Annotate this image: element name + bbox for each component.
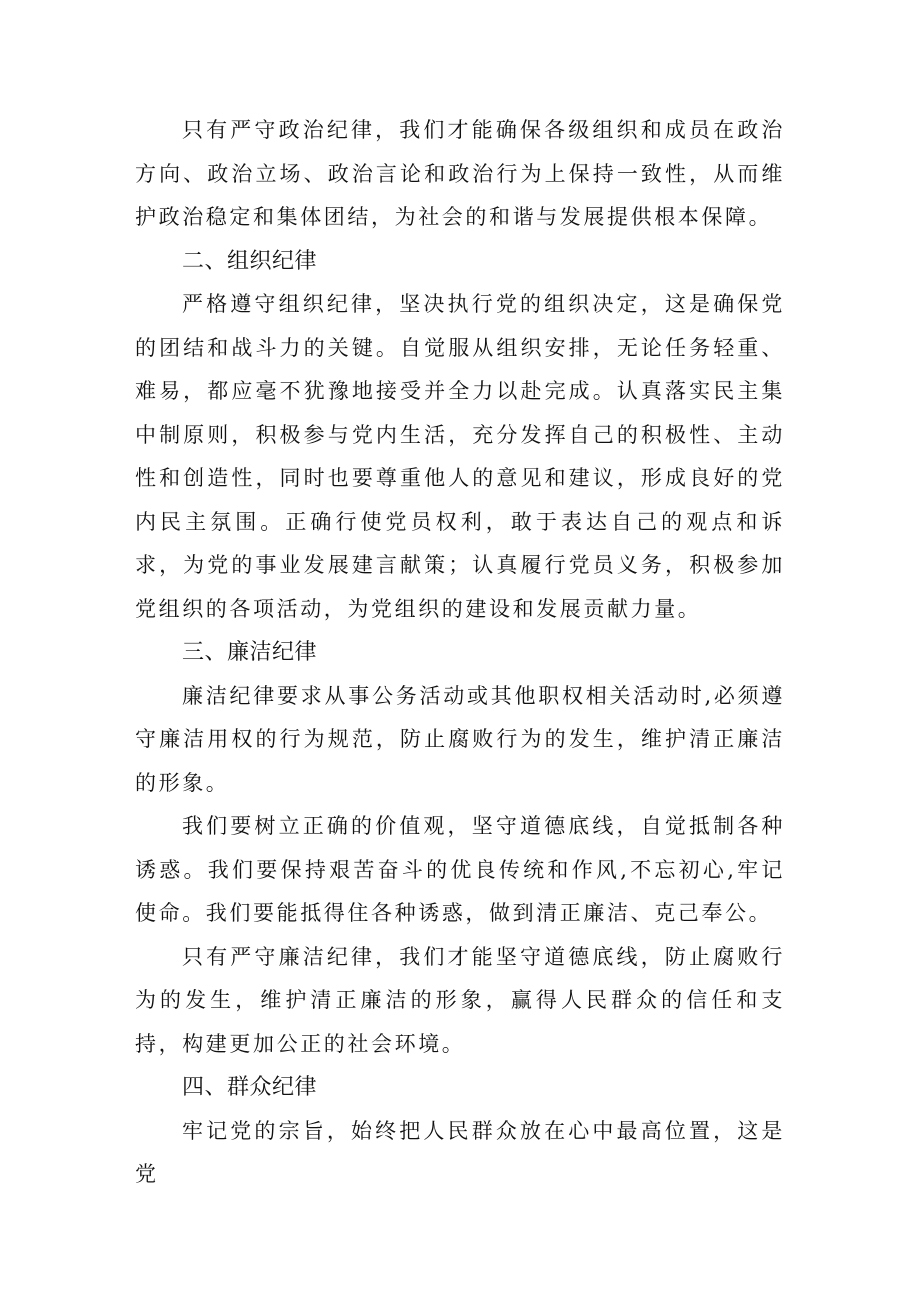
document-body	[135, 109, 785, 1197]
paragraph-integrity-values: 我们要树立正确的价值观，坚守道德底线，自觉抵制各种诱惑。我们要保持艰苦奋斗的优良传统和作风,不忘初心,牢记使命。我们要能抵得住各种诱惑，做到清正廉洁、克己奉公。	[135, 814, 785, 925]
paragraph-political-discipline-conclusion: 只有严守政治纪律，我们才能确保各级组织和成员在政治方向、政治立场、政治言论和政治行为上保持一致性，从而维护政治稳定和集体团结，为社会的和谐与发展提供根本保障。	[135, 118, 785, 229]
paragraph-mass-discipline: 牢记党的宗旨，始终把人民群众放在心中最高位置，这是党	[135, 1118, 785, 1186]
paragraph-integrity-requirement: 廉洁纪律要求从事公务活动或其他职权相关活动时,必须遵守廉洁用权的行为规范，防止腐败行为的发生，维护清正廉洁的形象。	[135, 683, 785, 795]
paragraph-integrity-conclusion: 只有严守廉洁纪律，我们才能坚守道德底线，防止腐败行为的发生，维护清正廉洁的形象，赢得人民群众的信任和支持，构建更加公正的社会环境。	[135, 944, 785, 1056]
heading-organizational-discipline: 二、组织纪律	[182, 248, 318, 274]
heading-mass-discipline: 四、群众纪律	[182, 1075, 318, 1100]
heading-integrity-discipline: 三、廉洁纪律	[182, 640, 318, 665]
paragraph-organizational-discipline: 严格遵守组织纪律，坚决执行党的组织决定，这是确保党的团结和战斗力的关键。自觉服从组织安排，无论任务轻重、难易，都应毫不犹豫地接受并全力以赴完成。认真落实民主集中制原则，积极参与党内生活，充分发挥自己的积极性、主动性和创造性，同时也要尊重他人的意见和建议，形成良好的党内民主氛围。正确行使党员权利，敢于表达自己的观点和诉求，为党的事业发展建言献策；认真履行党员义务，积极参加党组织的各项活动，为党组织的建设和发展贡献力量。	[135, 292, 785, 621]
